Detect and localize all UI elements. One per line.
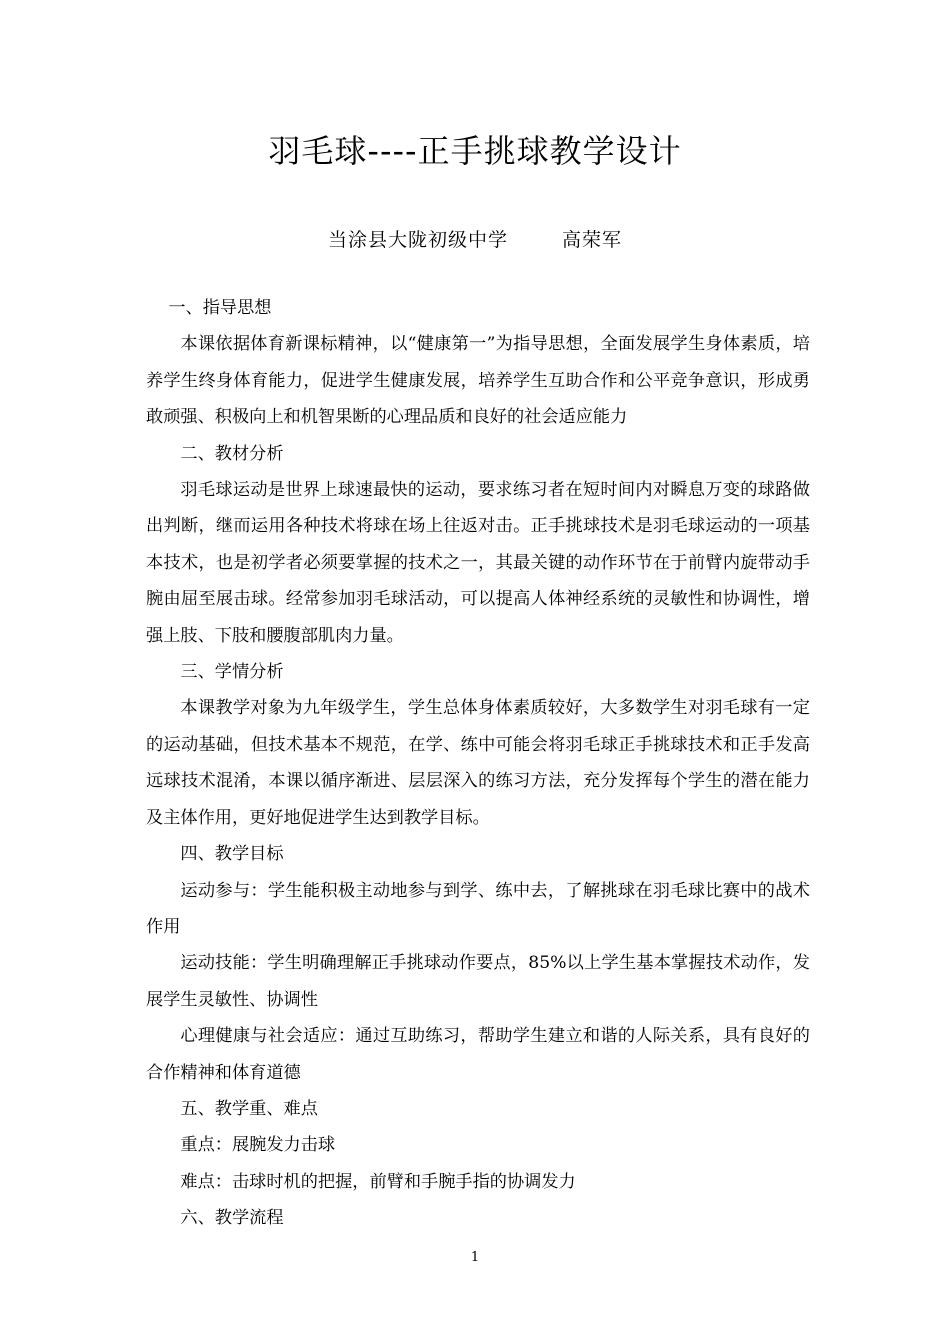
section-heading: 五、教学重、难点 <box>180 1098 318 1119</box>
page-number: 1 <box>470 1250 480 1265</box>
section-heading: 三、学情分析 <box>180 662 284 683</box>
document-title: 羽毛球----正手挑球教学设计 <box>268 132 682 170</box>
paragraph: 本课教学对象为九年级学生，学生总体身体素质较好，大多数学生对羽毛球有一定的运动基础，但技术基本不规范，在学、练中可能会将羽毛球正手挑球技术和正手发高远球技术混淆，本课以循序渐进、层层深入的练习方法，充分发挥每个学生的潜在能力及主体作用，更好地促进学生达到教学目标。 <box>146 698 810 828</box>
paragraph: 重点：展腕发力击球 <box>180 1135 336 1156</box>
paragraph: 本课依据体育新课标精神，以“健康第一”为指导思想，全面发展学生身体素质，培养学生终身体育能力，促进学生健康发展，培养学生互助合作和公平竞争意识，形成勇敢顽强、积极向上和机智果断的心理品质和良好的社会适应能力 <box>146 334 810 428</box>
author-line <box>0 226 950 254</box>
paragraph: 心理健康与社会适应：通过互助练习，帮助学生建立和谐的人际关系，具有良好的合作精神和体育道德 <box>146 1026 810 1083</box>
section-heading: 四、教学目标 <box>180 844 284 865</box>
section-heading: 六、教学流程 <box>180 1208 284 1229</box>
paragraph: 难点：击球时机的把握，前臂和手腕手指的协调发力 <box>180 1171 576 1192</box>
section-heading: 一、指导思想 <box>168 298 272 318</box>
paragraph: 羽毛球运动是世界上球速最快的运动，要求练习者在短时间内对瞬息万变的球路做出判断，继而运用各种技术将球在场上往返对击。正手挑球技术是羽毛球运动的一项基本技术，也是初学者必须要掌握的技术之一，其最关键的动作环节在于前臂内旋带动手腕由屈至展击球。经常参加羽毛球活动，可以提高人体神经系统的灵敏性和协调性，增强上肢、下肢和腰腹部肌肉力量。 <box>146 480 810 646</box>
document-body <box>146 290 810 1237</box>
school-name: 当涂县大陇初级中学 <box>327 229 508 251</box>
section-heading: 二、教材分析 <box>180 443 284 464</box>
paragraph: 运动技能：学生明确理解正手挑球动作要点，85%以上学生基本掌握技术动作，发展学生灵敏性、协调性 <box>146 953 810 1010</box>
paragraph: 运动参与：学生能积极主动地参与到学、练中去，了解挑球在羽毛球比赛中的战术作用 <box>146 880 810 937</box>
author-name: 高荣军 <box>562 229 623 251</box>
